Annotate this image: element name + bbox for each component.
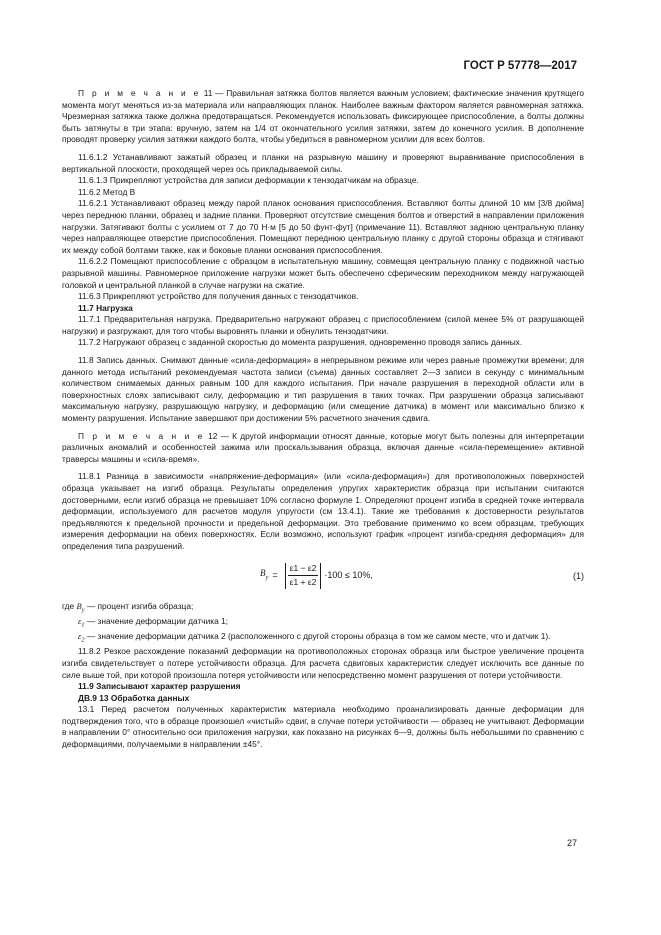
note-text: 11 — Правильная затяжка болтов является важным условием; фактические значения крутящего момента могут меняться из-за материала или направляющих планок. Наиболее важным фактором является равномерная затяжка. Чрезмерная затяжка также должна предотвращаться. Рекомендуется использовать фиксирующее приспособление, а болты должны быть затянуты в три этапа: вручную, затем на 1/4 от окончательного усилия затяжки, затем до конечного усилия. В дополнение проводят проверку усилия затяжки каждого болта, чтобы убедиться в равномерном усилии для всех болтов.: [62, 88, 584, 145]
note-11: [62, 88, 584, 146]
paragraph-11-6-2-1: 11.6.2.1 Устанавливают образец между парой планок основания приспособления. Вставляют болты длиной 10 мм [3/8 дюйма] через переднюю планки, образец и задние планки. Проверяют отсутствие смещения болтов и отверстий в направлении приложения нагрузки. Затягивают болты с усилием от 7 до 70 Н·м [5 до 50 фунт-фут] (примечание 11). Вставляют заднюю центральную планку через направляющее отверстие приспособления. Помещают переднюю центральную планку с другой стороны образца и стягивают их между собой болтами также, как и боковые планки основания приспособления.: [62, 198, 584, 255]
formula-lhs: $B_y$: [260, 567, 269, 581]
legend-by: где $B_y$ — процент изгиба образца;: [62, 600, 194, 614]
formula-denominator: ε1 + ε2: [289, 577, 317, 588]
formula-legend: [62, 601, 584, 647]
paragraph-11-8-2: 11.8.2 Резкое расхождение показаний деформации на противоположных сторонах образца или быстрое увеличение процента изгиба свидетельствует о потере устойчивости образца. Для расчета сдвиговых характеристик следует исключить все данные по силе выше той, при которой произошла потеря устойчивости или непосредственно момент разрушения от потери устойчивости.: [62, 646, 584, 680]
formula-fraction: [285, 563, 322, 589]
paragraph-11-6-2: 11.6.2 Метод В: [78, 186, 136, 197]
paragraph-11-6-1-3: 11.6.1.3 Прикрепляют устройства для записи деформации к тензодатчикам на образце.: [78, 175, 419, 186]
heading-11-9: 11.9 Записывают характер разрушения: [78, 681, 241, 692]
note-text: 12 — К другой информации относят данные, которые могут быть полезны для интерпретации различных аномалий и особенностей зажима или проскальзывания образца, включая данные «сила-перемещение» активной траверсы машины и «сила-время».: [62, 430, 584, 464]
paragraph-11-8-1: 11.8.1 Разница в зависимости «напряжение-деформация» (или «сила-деформация») для противоположных поверхностей образца указывает на изгиб образца. Результаты определения упругих характеристик образца при испытании считаются достоверными, если изгиб образца не превышает 10% согласно формуле 1. Определяют процент изгиба в средней точке интервала деформации, используемого для расчетов модуля упругости (см 13.4.1). Такие же требования к достоверности результатов предъявляются к предельной прочности и предельной деформации. Это требование применимо ко всем образцам, требующих измерения деформации на обеих поверхностях. Если возможно, используют график «процент изгиба-средняя деформация» для определения типа разрушений.: [62, 471, 584, 551]
paragraph-11-8: 11.8 Запись данных. Снимают данные «сила-деформация» в непрерывном режиме или через равные промежутки времени; для данного метода испытаний рекомендуемая частота записи (съема) данных составляет 2—3 записи в секунду с минимальным количеством снимаемых данных равным 100 для каждого испытания. При начале разрушения в переходной области или в поверхностных слоях записывают силу, деформацию и тип разрушения в таких точках. При разрушении образца записывают максимальную нагрузку, разрушающую нагрузку, и деформацию (или смещение датчика) в момент или максимально близко к моменту разрушения. Испытание завершают при достижении 5% расчетного значения сдвига.: [62, 355, 584, 424]
heading-11-7: 11.7 Нагрузка: [78, 302, 133, 313]
paragraph-13-1: 13.1 Перед расчетом полученных характеристик материала необходимо проанализировать данные деформации для подтверждения того, что в образце произошел «чистый» сдвиг, в случае потери устойчивости — образец не учитывают. Деформации в направлении 0° относительно оси приложения нагрузки, как показано на рисунках 6—9, должны быть небольшими по сравнению с деформациями, получаемыми в направлении ±45°.: [62, 704, 584, 750]
note-12: [62, 431, 584, 466]
note-label: П р и м е ч а н и е: [78, 88, 201, 98]
paragraph-11-7-1: 11.7.1 Предварительная нагрузка. Предварительно нагружают образец с приспособлением (силой менее 5% от разрушающей нагрузки) и разгружают, для того чтобы выровнять планки и обнулить тензодатчики.: [62, 314, 584, 336]
note-label: П р и м е ч а н и е: [78, 430, 205, 441]
paragraph-11-6-3: 11.6.3 Прикрепляют устройство для получения данных с тензодатчиков.: [78, 291, 359, 302]
page-number: 27: [566, 838, 577, 848]
document-body: [62, 88, 584, 751]
formula-1: [62, 559, 584, 595]
paragraph-11-6-2-2: 11.6.2.2 Помещают приспособление с образцом в испытательную машину, совмещая центральную планку с подвижной частью разрывной машины. Равномерное приложение нагрузки может быть обеспечено сферическим переходником между нагружающей головкой и центральной планкой в случае нагрузки на сжатие.: [62, 256, 584, 290]
formula-expression: $B_y$ = $\frac{\varepsilon 1 - \varepsilon 2}{\varepsilon 1 + \varepsilon 2}$ ·100 ≤ 10%,: [260, 562, 373, 588]
paragraph-11-6-1-2: 11.6.1.2 Устанавливают зажатый образец и планки на разрывную машину и проверяют выравнивание приспособления в вертикальной плоскости, проходящей через ось прикладываемой силы.: [62, 151, 584, 174]
paragraph-11-7-2: 11.7.2 Нагружают образец с заданной скоростью до момента разрушения, одновременно проводя запись данных.: [78, 337, 523, 348]
formula-numerator: ε1 − ε2: [288, 563, 319, 577]
formula-rhs: ·100 ≤ 10%,: [324, 569, 373, 580]
legend-e2: $\varepsilon_2$ — значение деформации датчика 2 (расположенного с другой стороны образца в том же самом месте, что и датчик 1).: [78, 631, 551, 644]
document-id: ГОСТ Р 57778—2017: [463, 60, 577, 72]
legend-e1: $\varepsilon_1$ — значение деформации датчика 1;: [78, 615, 228, 629]
formula-number: (1): [573, 570, 584, 581]
section-heading-dv9: ДВ.9 13 Обработка данных: [78, 692, 190, 703]
